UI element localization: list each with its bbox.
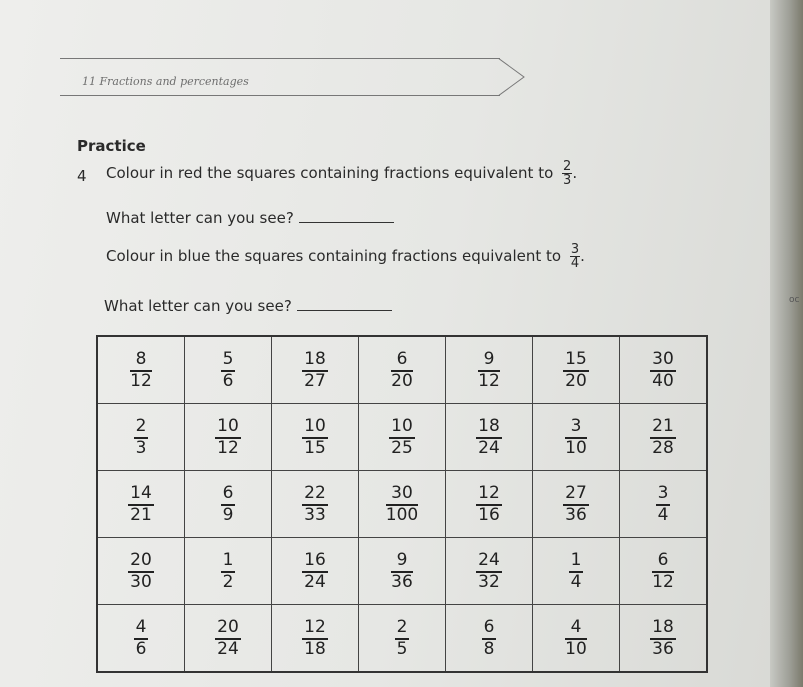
cell-denominator: 4 (657, 505, 669, 525)
cell-denominator: 32 (478, 572, 500, 592)
cell-fraction (128, 485, 154, 525)
cell-fraction (656, 485, 671, 525)
grid-cell[interactable] (185, 336, 272, 404)
cell-numerator: 30 (652, 349, 674, 370)
grid-cell[interactable] (359, 471, 446, 538)
grid-cell[interactable] (620, 605, 708, 673)
cell-denominator: 10 (565, 639, 587, 659)
cell-fraction (221, 485, 236, 525)
cell-fraction (389, 418, 415, 458)
cell-fraction (134, 418, 149, 458)
cell-denominator: 28 (652, 438, 674, 458)
red-fraction-numerator: 2 (563, 159, 572, 174)
cell-fraction (565, 619, 587, 659)
cell-numerator: 12 (304, 617, 326, 638)
cell-fraction (569, 552, 584, 592)
grid-cell[interactable] (359, 538, 446, 605)
answer-line-1[interactable] (299, 208, 394, 223)
cell-denominator: 25 (391, 438, 413, 458)
grid-cell[interactable] (272, 471, 359, 538)
cell-numerator: 9 (483, 349, 495, 370)
grid-cell[interactable] (446, 336, 533, 404)
cell-denominator: 24 (478, 438, 500, 458)
cell-fraction (128, 552, 154, 592)
cell-denominator: 12 (478, 371, 500, 391)
instruction-blue: Colour in blue the squares containing fractions equivalent to $\frac{3}{4}$ . (106, 242, 585, 271)
cell-denominator: 15 (304, 438, 326, 458)
cell-denominator: 36 (652, 639, 674, 659)
grid-cell[interactable] (446, 538, 533, 605)
cell-numerator: 18 (478, 416, 500, 437)
grid-cell[interactable] (185, 471, 272, 538)
cell-numerator: 2 (396, 617, 408, 638)
cell-numerator: 9 (396, 550, 408, 571)
cell-numerator: 12 (478, 483, 500, 504)
cell-denominator: 8 (483, 639, 495, 659)
grid-cell[interactable] (446, 471, 533, 538)
cell-fraction (565, 418, 587, 458)
cell-numerator: 6 (657, 550, 669, 571)
cell-denominator: 18 (304, 639, 326, 659)
cell-denominator: 3 (135, 438, 147, 458)
cell-denominator: 21 (130, 505, 152, 525)
cell-denominator: 5 (396, 639, 408, 659)
cell-fraction (302, 552, 328, 592)
cell-numerator: 4 (135, 617, 147, 638)
cell-denominator: 12 (130, 371, 152, 391)
cell-denominator: 33 (304, 505, 326, 525)
cell-fraction (302, 619, 328, 659)
cell-fraction (215, 619, 241, 659)
cell-numerator: 21 (652, 416, 674, 437)
cell-denominator: 10 (565, 438, 587, 458)
cell-denominator: 30 (130, 572, 152, 592)
cell-fraction (650, 351, 676, 391)
grid-cell[interactable] (272, 538, 359, 605)
grid-cell[interactable] (359, 404, 446, 471)
cell-fraction (130, 351, 152, 391)
instruction-red: Colour in red the squares containing fractions equivalent to $\frac{2}{3}$ . (106, 159, 578, 188)
cell-fraction (221, 351, 236, 391)
grid-cell[interactable] (533, 538, 620, 605)
grid-cell[interactable] (533, 336, 620, 404)
grid-cell[interactable] (272, 336, 359, 404)
cell-denominator: 12 (217, 438, 239, 458)
cell-numerator: 10 (217, 416, 239, 437)
cell-denominator: 36 (565, 505, 587, 525)
blue-fraction-numerator: 3 (570, 242, 580, 257)
cell-denominator: 20 (565, 371, 587, 391)
prompt-1-text: What letter can you see? (106, 209, 294, 227)
cell-fraction (221, 552, 236, 592)
grid-cell[interactable] (533, 404, 620, 471)
cell-fraction (476, 485, 502, 525)
prompt-1 (106, 208, 394, 227)
cell-fraction (302, 418, 328, 458)
cell-fraction (215, 418, 241, 458)
cell-numerator: 3 (657, 483, 669, 504)
cell-fraction (478, 351, 500, 391)
cell-numerator: 1 (570, 550, 582, 571)
cell-numerator: 16 (304, 550, 326, 571)
cell-fraction (302, 485, 328, 525)
red-fraction-denominator: 3 (563, 173, 572, 188)
cell-numerator: 5 (222, 349, 234, 370)
grid-cell[interactable] (446, 404, 533, 471)
cell-denominator: 24 (304, 572, 326, 592)
cell-numerator: 2 (135, 416, 147, 437)
grid-cell[interactable] (97, 404, 185, 471)
cell-numerator: 8 (135, 349, 147, 370)
cell-fraction (650, 619, 676, 659)
grid-cell[interactable] (620, 336, 708, 404)
question-number: 4 (77, 167, 87, 185)
cell-denominator: 4 (570, 572, 582, 592)
cell-numerator: 20 (217, 617, 239, 638)
grid-cell[interactable] (533, 471, 620, 538)
cell-numerator: 15 (565, 349, 587, 370)
cell-fraction (650, 418, 676, 458)
cell-fraction (482, 619, 497, 659)
cell-numerator: 1 (222, 550, 234, 571)
fraction-grid (96, 335, 708, 673)
cell-numerator: 6 (396, 349, 408, 370)
cell-numerator: 27 (565, 483, 587, 504)
cell-numerator: 14 (130, 483, 152, 504)
grid-cell[interactable] (533, 605, 620, 673)
grid-cell[interactable] (620, 404, 708, 471)
cell-numerator: 3 (570, 416, 582, 437)
cell-fraction (134, 619, 149, 659)
cell-denominator: 27 (304, 371, 326, 391)
cell-numerator: 10 (304, 416, 326, 437)
grid-row (97, 336, 707, 404)
cell-fraction (302, 351, 328, 391)
instruction-blue-text: Colour in blue the squares containing fractions equivalent to (106, 247, 562, 265)
cell-denominator: 100 (385, 505, 419, 525)
cell-numerator: 4 (570, 617, 582, 638)
grid-cell[interactable] (97, 605, 185, 673)
grid-cell[interactable] (185, 538, 272, 605)
cell-fraction (391, 351, 413, 391)
page-edge (770, 0, 803, 687)
grid-row (97, 404, 707, 471)
cell-denominator: 36 (391, 572, 413, 592)
tab-arrow-icon (498, 58, 528, 96)
cell-fraction (476, 418, 502, 458)
cell-numerator: 6 (222, 483, 234, 504)
unit-title: 11 Fractions and percentages (82, 75, 249, 88)
answer-line-2[interactable] (297, 296, 392, 311)
grid-cell[interactable] (359, 605, 446, 673)
cell-fraction (386, 485, 418, 525)
cell-fraction (395, 619, 410, 659)
grid-cell[interactable] (359, 336, 446, 404)
grid-cell[interactable] (620, 538, 708, 605)
grid-row (97, 471, 707, 538)
cell-denominator: 40 (652, 371, 674, 391)
grid-row (97, 538, 707, 605)
cell-numerator: 30 (391, 483, 413, 504)
adjacent-page-text: oc (789, 295, 800, 305)
cell-denominator: 6 (135, 639, 147, 659)
cell-denominator: 6 (222, 371, 234, 391)
cell-denominator: 9 (222, 505, 234, 525)
cell-numerator: 10 (391, 416, 413, 437)
cell-fraction (476, 552, 502, 592)
blue-target-fraction (570, 243, 580, 270)
cell-denominator: 2 (222, 572, 234, 592)
cell-fraction (563, 351, 589, 391)
cell-numerator: 24 (478, 550, 500, 571)
instruction-red-text: Colour in red the squares containing fractions equivalent to (106, 164, 554, 182)
cell-denominator: 16 (478, 505, 500, 525)
cell-fraction (652, 552, 674, 592)
grid-row (97, 605, 707, 673)
cell-numerator: 20 (130, 550, 152, 571)
grid-cell[interactable] (97, 538, 185, 605)
cell-numerator: 18 (652, 617, 674, 638)
grid-cell[interactable] (185, 605, 272, 673)
cell-numerator: 6 (483, 617, 495, 638)
grid-cell[interactable] (272, 404, 359, 471)
cell-fraction (563, 485, 589, 525)
cell-denominator: 20 (391, 371, 413, 391)
practice-heading: Practice (77, 137, 146, 155)
cell-denominator: 12 (652, 572, 674, 592)
prompt-2 (104, 296, 392, 315)
cell-numerator: 22 (304, 483, 326, 504)
grid-cell[interactable] (185, 404, 272, 471)
grid-cell[interactable] (446, 605, 533, 673)
cell-fraction (391, 552, 413, 592)
grid-cell[interactable] (97, 471, 185, 538)
red-target-fraction (562, 160, 572, 187)
grid-cell[interactable] (97, 336, 185, 404)
prompt-2-text: What letter can you see? (104, 297, 292, 315)
cell-denominator: 24 (217, 639, 239, 659)
blue-fraction-denominator: 4 (570, 256, 580, 271)
grid-cell[interactable] (620, 471, 708, 538)
cell-numerator: 18 (304, 349, 326, 370)
grid-cell[interactable] (272, 605, 359, 673)
